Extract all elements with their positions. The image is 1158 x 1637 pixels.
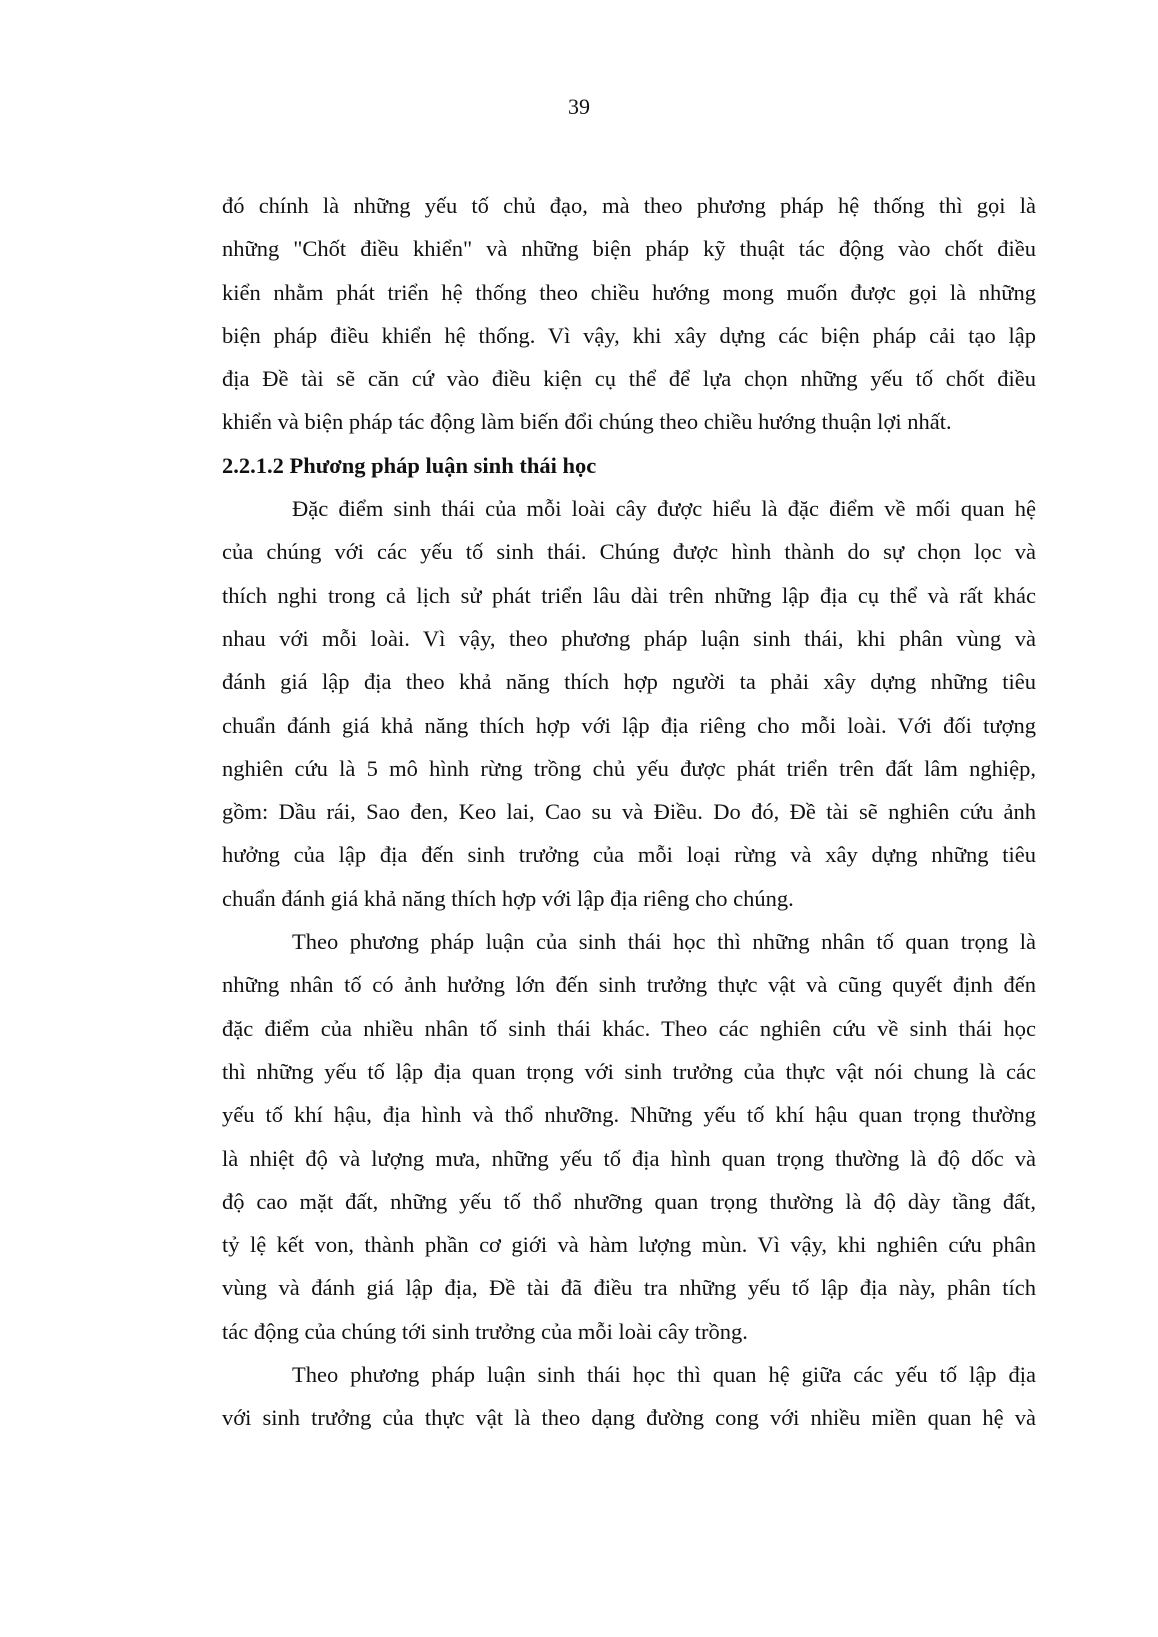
text-line: với sinh trưởng của thực vật là theo dạng đường cong với nhiều miền quan hệ và	[222, 1405, 1036, 1431]
text-line: địa Đề tài sẽ căn cứ vào điều kiện cụ thể để lựa chọn những yếu tố chốt điều	[222, 366, 1036, 392]
text-line: Theo phương pháp luận sinh thái học thì quan hệ giữa các yếu tố lập địa	[292, 1362, 1036, 1388]
paragraph-1	[222, 184, 1036, 444]
paragraph-2	[222, 487, 1036, 920]
text-line: vùng và đánh giá lập địa, Đề tài đã điều tra những yếu tố lập địa này, phân tích	[222, 1275, 1036, 1301]
text-line: Theo phương pháp luận của sinh thái học thì những nhân tố quan trọng là	[292, 929, 1036, 955]
page-number: 39	[568, 94, 590, 119]
paragraph-4	[222, 1353, 1036, 1440]
text-line: những "Chốt điều khiển" và những biện pháp kỹ thuật tác động vào chốt điều	[222, 236, 1036, 262]
text-line: là nhiệt độ và lượng mưa, những yếu tố địa hình quan trọng thường là độ dốc và	[222, 1145, 1036, 1171]
text-line: kiển nhằm phát triển hệ thống theo chiều hướng mong muốn được gọi là những	[222, 279, 1036, 305]
text-line: của chúng với các yếu tố sinh thái. Chúng được hình thành do sự chọn lọc và	[222, 539, 1036, 565]
text-line: chuẩn đánh giá khả năng thích hợp với lập địa riêng cho chúng.	[222, 885, 794, 911]
text-line: yếu tố khí hậu, địa hình và thổ nhưỡng. Những yếu tố khí hậu quan trọng thường	[222, 1102, 1036, 1128]
text-line: nghiên cứu là 5 mô hình rừng trồng chủ yếu được phát triển trên đất lâm nghiệp,	[222, 755, 1036, 781]
text-line: độ cao mặt đất, những yếu tố thổ nhưỡng quan trọng thường là độ dày tầng đất,	[222, 1188, 1036, 1214]
text-line: thì những yếu tố lập địa quan trọng với sinh trưởng của thực vật nói chung là các	[222, 1058, 1036, 1084]
text-line: nhau với mỗi loài. Vì vậy, theo phương pháp luận sinh thái, khi phân vùng và	[222, 625, 1036, 651]
text-line: đặc điểm của nhiều nhân tố sinh thái khác. Theo các nghiên cứu về sinh thái học	[222, 1015, 1036, 1041]
text-line: khiển và biện pháp tác động làm biến đổi chúng theo chiều hướng thuận lợi nhất.	[222, 409, 952, 435]
text-line: đánh giá lập địa theo khả năng thích hợp người ta phải xây dựng những tiêu	[222, 669, 1036, 695]
text-line: hưởng của lập địa đến sinh trưởng của mỗi loại rừng và xây dựng những tiêu	[222, 842, 1036, 868]
page-body	[222, 184, 1036, 1440]
text-line: gồm: Dầu rái, Sao đen, Keo lai, Cao su và Điều. Do đó, Đề tài sẽ nghiên cứu ảnh	[222, 799, 1036, 825]
text-line: chuẩn đánh giá khả năng thích hợp với lập địa riêng cho mỗi loài. Với đối tượng	[222, 712, 1036, 738]
text-line: biện pháp điều khiển hệ thống. Vì vậy, khi xây dựng các biện pháp cải tạo lập	[222, 322, 1036, 348]
text-line: tác động của chúng tới sinh trưởng của mỗi loài cây trồng.	[222, 1318, 748, 1344]
text-line: những nhân tố có ảnh hưởng lớn đến sinh trưởng thực vật và cũng quyết định đến	[222, 972, 1036, 998]
text-line: đó chính là những yếu tố chủ đạo, mà theo phương pháp hệ thống thì gọi là	[222, 193, 1036, 218]
paragraph-3	[222, 920, 1036, 1353]
section-heading: 2.2.1.2 Phương pháp luận sinh thái học	[222, 452, 597, 478]
text-line: tỷ lệ kết von, thành phần cơ giới và hàm lượng mùn. Vì vậy, khi nghiên cứu phân	[222, 1232, 1036, 1258]
text-line: thích nghi trong cả lịch sử phát triển lâu dài trên những lập địa cụ thể và rất khác	[222, 582, 1036, 608]
text-line: Đặc điểm sinh thái của mỗi loài cây được hiểu là đặc điểm về mối quan hệ	[292, 496, 1036, 522]
